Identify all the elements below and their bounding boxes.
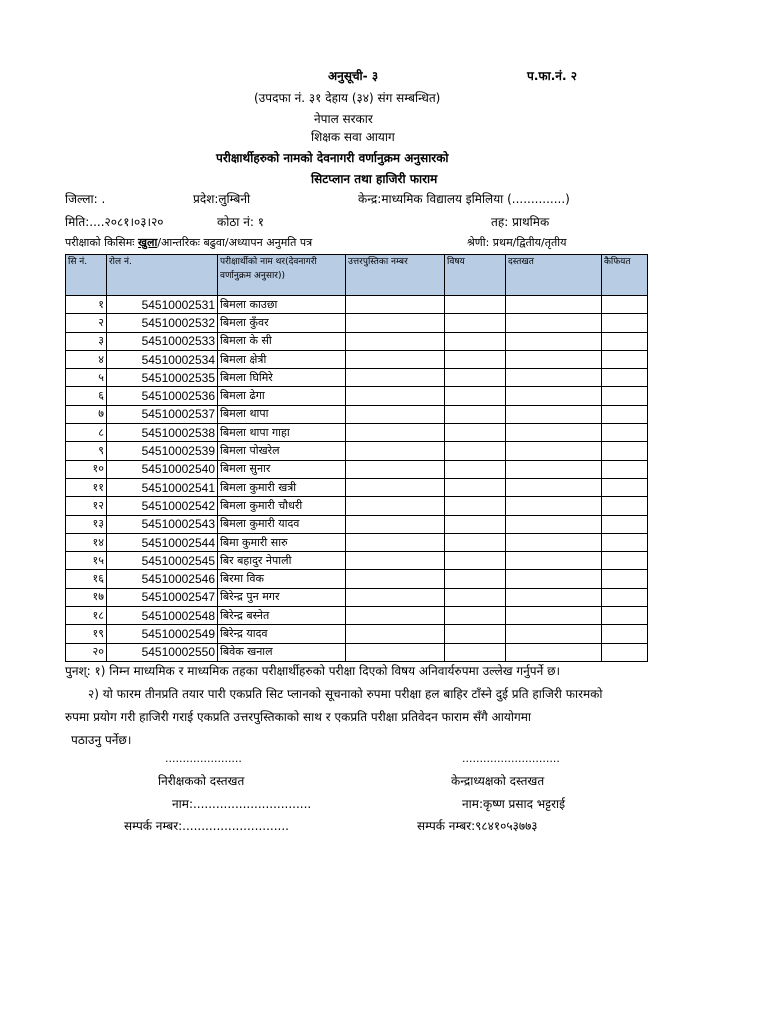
roll-cell: 54510002548	[107, 607, 218, 625]
answer-sheet-cell	[346, 625, 445, 643]
remarks-cell	[602, 350, 648, 368]
org-government: नेपाल सरकार	[314, 112, 373, 126]
subject-cell	[445, 625, 506, 643]
name-cell: बिमला क्षेत्री	[218, 350, 346, 368]
remarks-cell	[602, 369, 648, 387]
table-row	[66, 643, 648, 661]
signature-cell	[506, 533, 602, 551]
serial-cell: ११	[66, 478, 107, 496]
remarks-cell	[602, 625, 648, 643]
col-roll: रोल नं.	[107, 255, 218, 296]
signature-cell	[506, 460, 602, 478]
subject-cell	[445, 332, 506, 350]
subject-cell	[445, 607, 506, 625]
exam-type-prefix: परीक्षाको किसिमः	[65, 236, 139, 249]
serial-cell: १९	[66, 625, 107, 643]
subject-cell	[445, 405, 506, 423]
serial-cell: ५	[66, 369, 107, 387]
chief-signature-line: ............................	[462, 752, 560, 765]
table-row	[66, 588, 648, 606]
center-field: केन्द्र:माध्यमिक विद्यालय इमिलिया (..............)	[358, 192, 570, 206]
answer-sheet-cell	[346, 460, 445, 478]
table-row	[66, 314, 648, 332]
table-row	[66, 442, 648, 460]
roll-cell: 54510002547	[107, 588, 218, 606]
title-line-1: परीक्षार्थीहरुको नामको देवनागरी वर्णानुक्रम अनुसारको	[216, 151, 449, 165]
inspector-contact: सम्पर्क नम्बर:............................	[124, 819, 289, 833]
serial-cell: १३	[66, 515, 107, 533]
remarks-cell	[602, 387, 648, 405]
subject-cell	[445, 442, 506, 460]
answer-sheet-cell	[346, 296, 445, 314]
roll-cell: 54510002543	[107, 515, 218, 533]
name-cell: बिमला काउछा	[218, 296, 346, 314]
serial-cell: १४	[66, 533, 107, 551]
table-row	[66, 497, 648, 515]
table-body	[66, 296, 648, 662]
roll-cell: 54510002544	[107, 533, 218, 551]
name-cell: बिमला घिमिरे	[218, 369, 346, 387]
subject-cell	[445, 296, 506, 314]
exam-type-open: खुला	[138, 236, 158, 249]
signature-cell	[506, 314, 602, 332]
serial-cell: १२	[66, 497, 107, 515]
serial-cell: ६	[66, 387, 107, 405]
subtitle: (उपदफा नं. ३१ देहाय (३४) संग सम्बन्धित)	[254, 91, 441, 105]
signature-cell	[506, 405, 602, 423]
signature-cell	[506, 570, 602, 588]
signature-cell	[506, 497, 602, 515]
remarks-cell	[602, 607, 648, 625]
name-cell: बिरेन्द्र बस्नेत	[218, 607, 346, 625]
col-serial: सि नं.	[66, 255, 107, 296]
answer-sheet-cell	[346, 552, 445, 570]
col-answer-sheet: उत्तरपुस्तिका नम्बर	[346, 255, 445, 296]
col-signature: दस्तखत	[506, 255, 602, 296]
answer-sheet-cell	[346, 369, 445, 387]
table-row	[66, 533, 648, 551]
roll-cell: 54510002539	[107, 442, 218, 460]
remarks-cell	[602, 332, 648, 350]
grade-field: श्रेणी: प्रथम/द्वितीय/तृतीय	[467, 236, 567, 249]
inspector-signature-line: ......................	[165, 752, 242, 765]
schedule-label: अनुसूची- ३	[328, 69, 379, 83]
form-number: प.फा.नं. २	[527, 69, 577, 83]
name-cell: बिमला ढेगा	[218, 387, 346, 405]
subject-cell	[445, 588, 506, 606]
answer-sheet-cell	[346, 424, 445, 442]
remarks-cell	[602, 314, 648, 332]
answer-sheet-cell	[346, 314, 445, 332]
roll-cell: 54510002549	[107, 625, 218, 643]
serial-cell: ४	[66, 350, 107, 368]
signature-cell	[506, 442, 602, 460]
date-field: मिति:....२०८१।०३।२०	[65, 215, 164, 229]
col-subject: विषय	[445, 255, 506, 296]
serial-cell: ९	[66, 442, 107, 460]
name-cell: बिरमा विक	[218, 570, 346, 588]
name-cell: बिरेन्द्र यादव	[218, 625, 346, 643]
signature-cell	[506, 478, 602, 496]
signature-cell	[506, 515, 602, 533]
table-row	[66, 405, 648, 423]
answer-sheet-cell	[346, 515, 445, 533]
signature-cell	[506, 387, 602, 405]
serial-cell: ७	[66, 405, 107, 423]
table-row	[66, 515, 648, 533]
remarks-cell	[602, 460, 648, 478]
subject-cell	[445, 424, 506, 442]
roll-cell: 54510002537	[107, 405, 218, 423]
roll-cell: 54510002533	[107, 332, 218, 350]
answer-sheet-cell	[346, 405, 445, 423]
province-field: प्रदेश:लुम्बिनी	[193, 192, 251, 206]
remarks-cell	[602, 643, 648, 661]
roll-cell: 54510002541	[107, 478, 218, 496]
col-name: परीक्षार्थीको नाम थर(देवनागरी वर्णानुक्रम अनुसार))	[218, 255, 346, 296]
name-cell: बिवेक खनाल	[218, 643, 346, 661]
subject-cell	[445, 643, 506, 661]
roll-cell: 54510002540	[107, 460, 218, 478]
table-row	[66, 332, 648, 350]
serial-cell: ८	[66, 424, 107, 442]
subject-cell	[445, 552, 506, 570]
answer-sheet-cell	[346, 442, 445, 460]
remarks-cell	[602, 588, 648, 606]
serial-cell: १	[66, 296, 107, 314]
answer-sheet-cell	[346, 350, 445, 368]
chief-name: नाम:कृष्ण प्रसाद भट्टराई	[462, 797, 566, 811]
seat-plan-table	[65, 254, 648, 662]
serial-cell: १०	[66, 460, 107, 478]
remarks-cell	[602, 442, 648, 460]
answer-sheet-cell	[346, 332, 445, 350]
title-line-2: सिटप्लान तथा हाजिरी फाराम	[311, 172, 438, 186]
table-row	[66, 570, 648, 588]
answer-sheet-cell	[346, 478, 445, 496]
name-cell: बिमला थापा	[218, 405, 346, 423]
signature-cell	[506, 369, 602, 387]
subject-cell	[445, 497, 506, 515]
signature-cell	[506, 296, 602, 314]
name-cell: बिर बहादुर नेपाली	[218, 552, 346, 570]
subject-cell	[445, 515, 506, 533]
table-row	[66, 350, 648, 368]
answer-sheet-cell	[346, 643, 445, 661]
remarks-cell	[602, 515, 648, 533]
roll-cell: 54510002542	[107, 497, 218, 515]
roll-cell: 54510002535	[107, 369, 218, 387]
roll-cell: 54510002538	[107, 424, 218, 442]
name-cell: बिमा कुमारी सारु	[218, 533, 346, 551]
roll-cell: 54510002536	[107, 387, 218, 405]
col-remarks: कैफियत	[602, 255, 648, 296]
roll-cell: 54510002546	[107, 570, 218, 588]
name-cell: बिमला थापा गाहा	[218, 424, 346, 442]
name-cell: बिमला कुँवर	[218, 314, 346, 332]
org-commission: शिक्षक सवा आयाग	[311, 130, 395, 144]
serial-cell: २०	[66, 643, 107, 661]
district-field: जिल्ला: .	[65, 192, 106, 206]
signature-cell	[506, 643, 602, 661]
note-2c: पठाउनु पर्नेछ।	[71, 733, 132, 747]
signature-cell	[506, 625, 602, 643]
serial-cell: ३	[66, 332, 107, 350]
answer-sheet-cell	[346, 607, 445, 625]
note-2b: रुपमा प्रयोग गरी हाजिरी गराई एकप्रति उत्तरपुस्तिकाको साथ र एकप्रति परीक्षा प्रतिवेदन फाराम सँगै आयोगमा	[65, 710, 532, 724]
roll-cell: 54510002550	[107, 643, 218, 661]
table-row	[66, 387, 648, 405]
roll-cell: 54510002545	[107, 552, 218, 570]
subject-cell	[445, 314, 506, 332]
signature-cell	[506, 332, 602, 350]
name-cell: बिमला सुनार	[218, 460, 346, 478]
subject-cell	[445, 460, 506, 478]
subject-cell	[445, 533, 506, 551]
name-cell: बिमला पोखरेल	[218, 442, 346, 460]
note-2a: २) यो फारम तीनप्रति तयार पारी एकप्रति सिट प्लानको सूचनाको रुपमा परीक्षा हल बाहिर टाँस्ने दुई प्रति हाजिरी फारमको	[88, 687, 603, 701]
roll-cell: 54510002531	[107, 296, 218, 314]
table-row	[66, 424, 648, 442]
level-field: तह: प्राथमिक	[491, 215, 550, 229]
remarks-cell	[602, 497, 648, 515]
signature-cell	[506, 588, 602, 606]
subject-cell	[445, 570, 506, 588]
table-row	[66, 460, 648, 478]
subject-cell	[445, 478, 506, 496]
name-cell: बिमला के सी	[218, 332, 346, 350]
answer-sheet-cell	[346, 387, 445, 405]
serial-cell: २	[66, 314, 107, 332]
signature-cell	[506, 552, 602, 570]
subject-cell	[445, 369, 506, 387]
inspector-name: नाम:...............................	[172, 797, 312, 811]
answer-sheet-cell	[346, 570, 445, 588]
signature-cell	[506, 350, 602, 368]
name-cell: बिमला कुमारी चौधरी	[218, 497, 346, 515]
exam-type-field	[65, 235, 312, 250]
subject-cell	[445, 387, 506, 405]
subject-cell	[445, 350, 506, 368]
serial-cell: १६	[66, 570, 107, 588]
note-1: पुनश्: १) निम्न माध्यमिक र माध्यमिक तहका परीक्षार्थीहरुको परीक्षा दिएको विषय अनिवार्यरुपमा उल्लेख गर्नुपर्ने छ।	[65, 664, 561, 678]
roll-cell: 54510002534	[107, 350, 218, 368]
serial-cell: १७	[66, 588, 107, 606]
name-cell: बिमला कुमारी खत्री	[218, 478, 346, 496]
table-header-row	[66, 255, 648, 296]
exam-type-rest: /आन्तरिकः बढुवा/अध्यापन अनुमति पत्र	[157, 236, 313, 249]
answer-sheet-cell	[346, 497, 445, 515]
table-row	[66, 369, 648, 387]
remarks-cell	[602, 405, 648, 423]
remarks-cell	[602, 296, 648, 314]
remarks-cell	[602, 552, 648, 570]
chief-signature-label: केन्द्राध्यक्षको दस्तखत	[451, 774, 545, 788]
name-cell: बिरेन्द्र पुन मगर	[218, 588, 346, 606]
inspector-signature-label: निरीक्षकको दस्तखत	[158, 774, 245, 788]
table-row	[66, 607, 648, 625]
table-row	[66, 625, 648, 643]
answer-sheet-cell	[346, 533, 445, 551]
remarks-cell	[602, 478, 648, 496]
remarks-cell	[602, 570, 648, 588]
table-row	[66, 296, 648, 314]
room-field: कोठा नं: १	[217, 215, 264, 229]
remarks-cell	[602, 533, 648, 551]
remarks-cell	[602, 424, 648, 442]
table-row	[66, 478, 648, 496]
signature-cell	[506, 607, 602, 625]
name-cell: बिमला कुमारी यादव	[218, 515, 346, 533]
serial-cell: १५	[66, 552, 107, 570]
chief-contact: सम्पर्क नम्बर:९८४१०५३७७३	[417, 819, 538, 833]
signature-cell	[506, 424, 602, 442]
answer-sheet-cell	[346, 588, 445, 606]
serial-cell: १८	[66, 607, 107, 625]
table-row	[66, 552, 648, 570]
roll-cell: 54510002532	[107, 314, 218, 332]
